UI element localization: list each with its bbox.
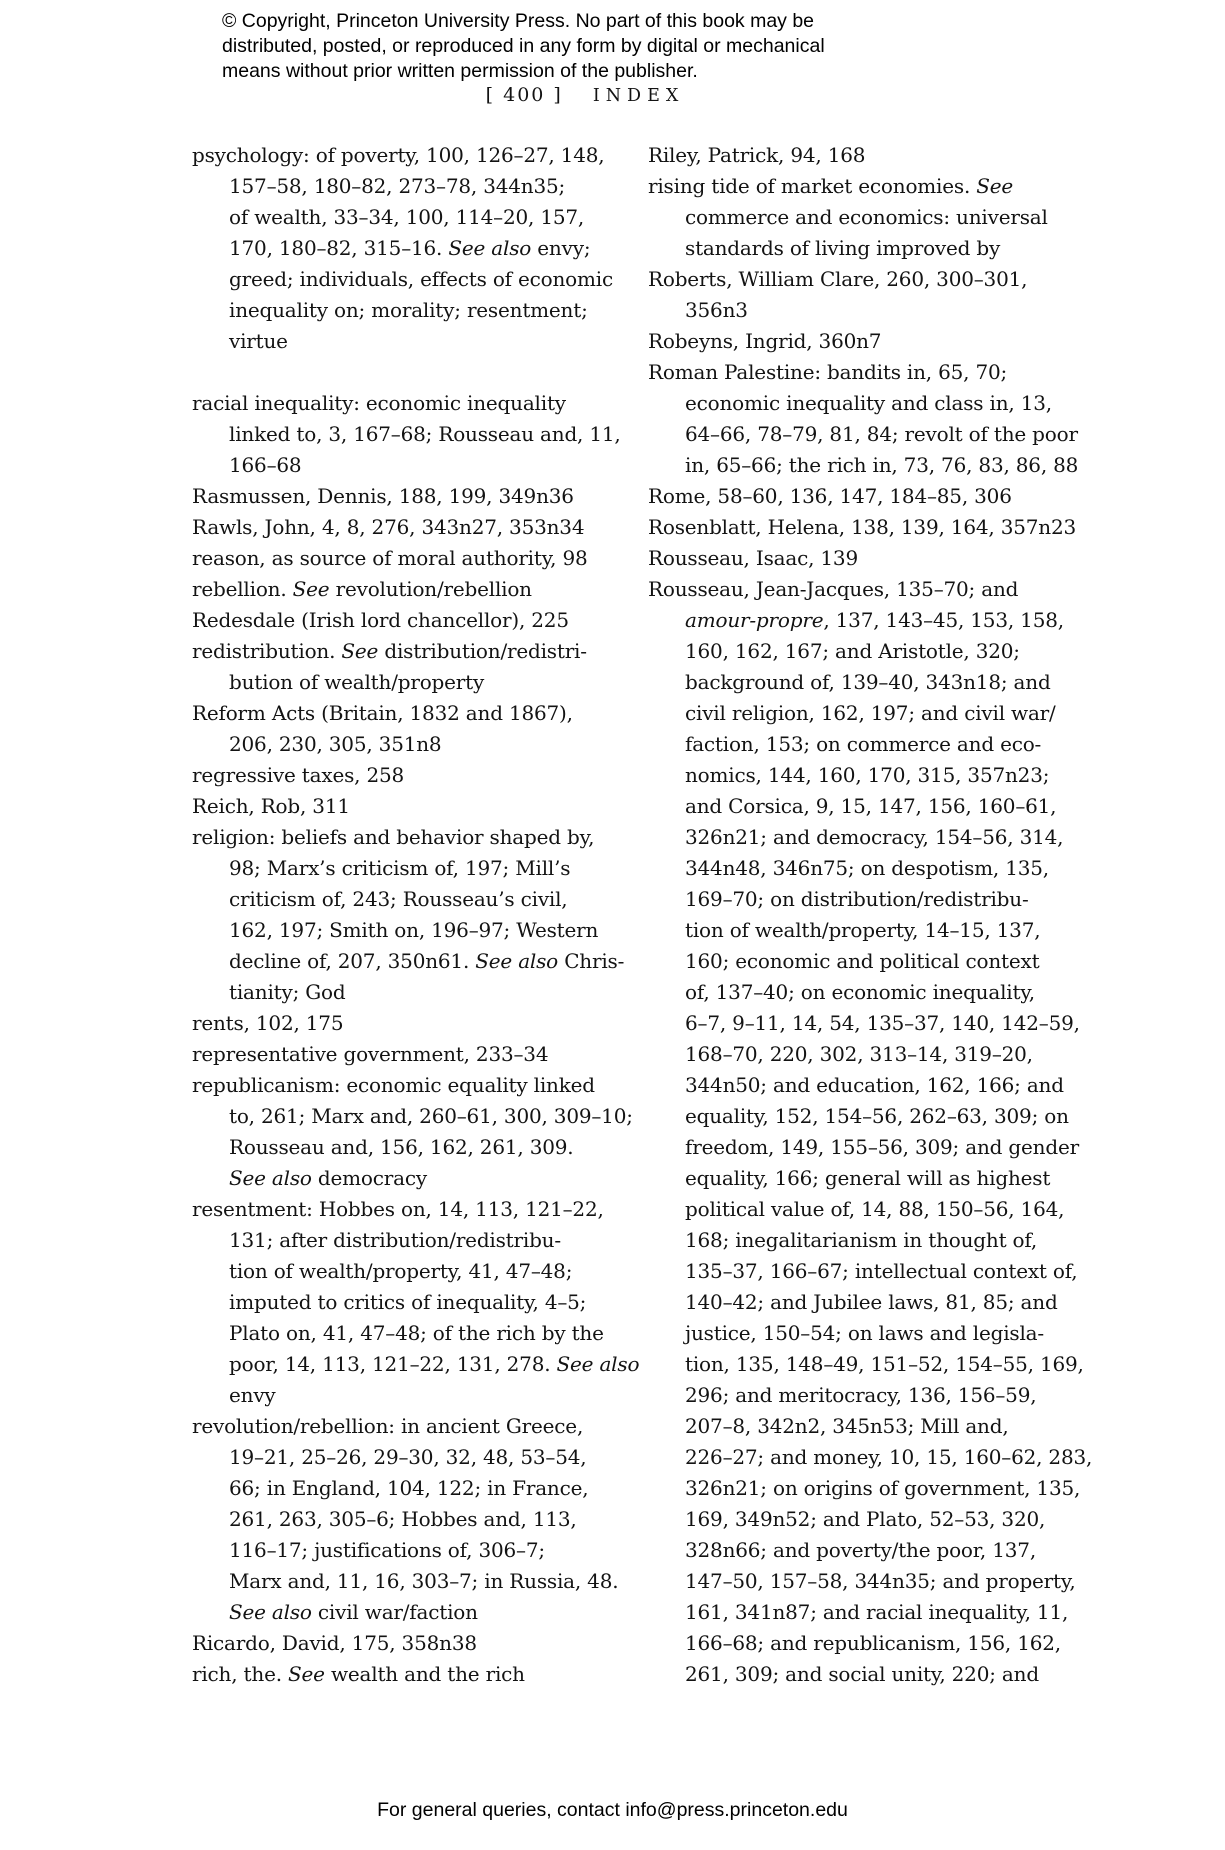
index-line: virtue [229, 329, 288, 353]
index-line: republicanism: economic equality linked [192, 1073, 595, 1097]
index-line: imputed to critics of inequality, 4–5; [229, 1290, 587, 1314]
index-line: rising tide of market economies. See [648, 174, 1014, 198]
index-line: 162, 197; Smith on, 196–97; Western [229, 918, 599, 942]
index-line: religion: beliefs and behavior shaped by, [192, 825, 595, 849]
index-line: 356n3 [685, 298, 748, 322]
index-line: tion, 135, 148–49, 151–52, 154–55, 169, [685, 1352, 1084, 1376]
index-line: Marx and, 11, 16, 303–7; in Russia, 48. [229, 1569, 619, 1593]
index-line: envy [229, 1383, 276, 1407]
index-line: 131; after distribution/redistribu- [229, 1228, 561, 1252]
index-line: tianity; God [229, 980, 346, 1004]
index-line: Ricardo, David, 175, 358n38 [192, 1631, 477, 1655]
index-line: commerce and economics: universal [685, 205, 1048, 229]
index-line: decline of, 207, 350n61. See also Chris- [229, 949, 625, 973]
index-line: See also democracy [229, 1166, 427, 1190]
copyright-line-2: distributed, posted, or reproduced in any form by digital or mechanical [222, 35, 825, 57]
section-title: INDEX [592, 86, 685, 106]
index-line: 168–70, 220, 302, 313–14, 319–20, [685, 1042, 1033, 1066]
index-line: See also civil war/faction [229, 1600, 478, 1624]
index-line: 170, 180–82, 315–16. See also envy; [229, 236, 591, 260]
index-line: criticism of, 243; Rousseau’s civil, [229, 887, 568, 911]
index-line: reason, as source of moral authority, 98 [192, 546, 588, 570]
index-line: 344n50; and education, 162, 166; and [685, 1073, 1064, 1097]
index-line: resentment: Hobbes on, 14, 113, 121–22, [192, 1197, 604, 1221]
copyright-line-3: means without prior written permission of the publisher. [222, 60, 698, 82]
index-line: faction, 153; on commerce and eco- [685, 732, 1042, 756]
index-line: linked to, 3, 167–68; Rousseau and, 11, [229, 422, 621, 446]
index-line: inequality on; morality; resentment; [229, 298, 588, 322]
index-line: 168; inegalitarianism in thought of, [685, 1228, 1038, 1252]
footer-text: For general queries, contact info@press.princeton.edu [377, 1799, 848, 1821]
index-line: background of, 139–40, 343n18; and [685, 670, 1051, 694]
index-line: Riley, Patrick, 94, 168 [648, 143, 866, 167]
index-line: rich, the. See wealth and the rich [192, 1662, 525, 1686]
index-line: of wealth, 33–34, 100, 114–20, 157, [229, 205, 585, 229]
page-number: [ 400 ] [485, 84, 563, 106]
index-line: tion of wealth/property, 14–15, 137, [685, 918, 1041, 942]
index-line: and Corsica, 9, 15, 147, 156, 160–61, [685, 794, 1057, 818]
index-line: revolution/rebellion: in ancient Greece, [192, 1414, 584, 1438]
index-line: economic inequality and class in, 13, [685, 391, 1052, 415]
index-line: Rosenblatt, Helena, 138, 139, 164, 357n23 [648, 515, 1076, 539]
index-line: Rawls, John, 4, 8, 276, 343n27, 353n34 [192, 515, 585, 539]
index-line: of, 137–40; on economic inequality, [685, 980, 1035, 1004]
index-line: 207–8, 342n2, 345n53; Mill and, [685, 1414, 1009, 1438]
index-line: 226–27; and money, 10, 15, 160–62, 283, [685, 1445, 1093, 1469]
copyright-notice [222, 9, 825, 84]
index-line: Rasmussen, Dennis, 188, 199, 349n36 [192, 484, 574, 508]
index-line: in, 65–66; the rich in, 73, 76, 83, 86, 88 [685, 453, 1079, 477]
index-line: 326n21; on origins of government, 135, [685, 1476, 1081, 1500]
index-line: 64–66, 78–79, 81, 84; revolt of the poor [685, 422, 1078, 446]
index-line: Rousseau, Isaac, 139 [648, 546, 858, 570]
index-line: redistribution. See distribution/redistri- [192, 639, 587, 663]
index-line: psychology: of poverty, 100, 126–27, 148, [192, 143, 605, 167]
index-line: political value of, 14, 88, 150–56, 164, [685, 1197, 1065, 1221]
index-line: standards of living improved by [685, 236, 1001, 260]
index-line: rebellion. See revolution/rebellion [192, 577, 532, 601]
index-line: Roman Palestine: bandits in, 65, 70; [648, 360, 1008, 384]
index-line: Redesdale (Irish lord chancellor), 225 [192, 608, 569, 632]
index-line: 116–17; justifications of, 306–7; [229, 1538, 545, 1562]
index-line: Rome, 58–60, 136, 147, 184–85, 306 [648, 484, 1012, 508]
index-line: tion of wealth/property, 41, 47–48; [229, 1259, 573, 1283]
index-line: amour-propre, 137, 143–45, 153, 158, [685, 608, 1064, 632]
index-line: 166–68 [229, 453, 302, 477]
index-line: 66; in England, 104, 122; in France, [229, 1476, 589, 1500]
index-line: representative government, 233–34 [192, 1042, 549, 1066]
index-line: nomics, 144, 160, 170, 315, 357n23; [685, 763, 1050, 787]
index-line: to, 261; Marx and, 260–61, 300, 309–10; [229, 1104, 633, 1128]
index-line: 344n48, 346n75; on despotism, 135, [685, 856, 1049, 880]
index-column-right [648, 140, 1208, 1690]
index-line: Roberts, William Clare, 260, 300–301, [648, 267, 1028, 291]
copyright-line-1: © Copyright, Princeton University Press. No part of this book may be [222, 10, 815, 32]
page-header [35, 84, 1135, 106]
index-line: 6–7, 9–11, 14, 54, 135–37, 140, 142–59, [685, 1011, 1080, 1035]
index-line: 261, 263, 305–6; Hobbes and, 113, [229, 1507, 577, 1531]
index-line: freedom, 149, 155–56, 309; and gender [685, 1135, 1079, 1159]
index-line: 147–50, 157–58, 344n35; and property, [685, 1569, 1076, 1593]
index-line: Reform Acts (Britain, 1832 and 1867), [192, 701, 573, 725]
index-line: 169–70; on distribution/redistribu- [685, 887, 1029, 911]
index-line: 160; economic and political context [685, 949, 1040, 973]
index-line: 326n21; and democracy, 154–56, 314, [685, 825, 1064, 849]
index-line: 169, 349n52; and Plato, 52–53, 320, [685, 1507, 1046, 1531]
index-line: 328n66; and poverty/the poor, 137, [685, 1538, 1036, 1562]
index-line: Plato on, 41, 47–48; of the rich by the [229, 1321, 604, 1345]
index-line: Robeyns, Ingrid, 360n7 [648, 329, 882, 353]
index-line: bution of wealth/property [229, 670, 485, 694]
index-column-left [192, 140, 642, 1690]
index-line: regressive taxes, 258 [192, 763, 405, 787]
index-line: justice, 150–54; on laws and legisla- [685, 1321, 1044, 1345]
index-line: racial inequality: economic inequality [192, 391, 566, 415]
index-line: 160, 162, 167; and Aristotle, 320; [685, 639, 1020, 663]
index-line: 140–42; and Jubilee laws, 81, 85; and [685, 1290, 1058, 1314]
index-line: 19–21, 25–26, 29–30, 32, 48, 53–54, [229, 1445, 587, 1469]
footer-contact [0, 1799, 1225, 1822]
index-line: 166–68; and republicanism, 156, 162, [685, 1631, 1061, 1655]
index-line: 296; and meritocracy, 136, 156–59, [685, 1383, 1037, 1407]
index-line: 135–37, 166–67; intellectual context of, [685, 1259, 1078, 1283]
index-line: equality, 152, 154–56, 262–63, 309; on [685, 1104, 1069, 1128]
index-line: 157–58, 180–82, 273–78, 344n35; [229, 174, 566, 198]
index-line: equality, 166; general will as highest [685, 1166, 1051, 1190]
index-line: 161, 341n87; and racial inequality, 11, [685, 1600, 1069, 1624]
index-line: rents, 102, 175 [192, 1011, 344, 1035]
index-line: 98; Marx’s criticism of, 197; Mill’s [229, 856, 571, 880]
index-line: 261, 309; and social unity, 220; and [685, 1662, 1039, 1686]
index-line: greed; individuals, effects of economic [229, 267, 613, 291]
index-line: Rousseau, Jean-Jacques, 135–70; and [648, 577, 1019, 601]
index-line: civil religion, 162, 197; and civil war/ [685, 701, 1056, 725]
index-line: 206, 230, 305, 351n8 [229, 732, 442, 756]
index-line: Reich, Rob, 311 [192, 794, 350, 818]
index-line: Rousseau and, 156, 162, 261, 309. [229, 1135, 574, 1159]
index-line: poor, 14, 113, 121–22, 131, 278. See also [229, 1352, 640, 1376]
index-entry-gap [192, 357, 642, 388]
